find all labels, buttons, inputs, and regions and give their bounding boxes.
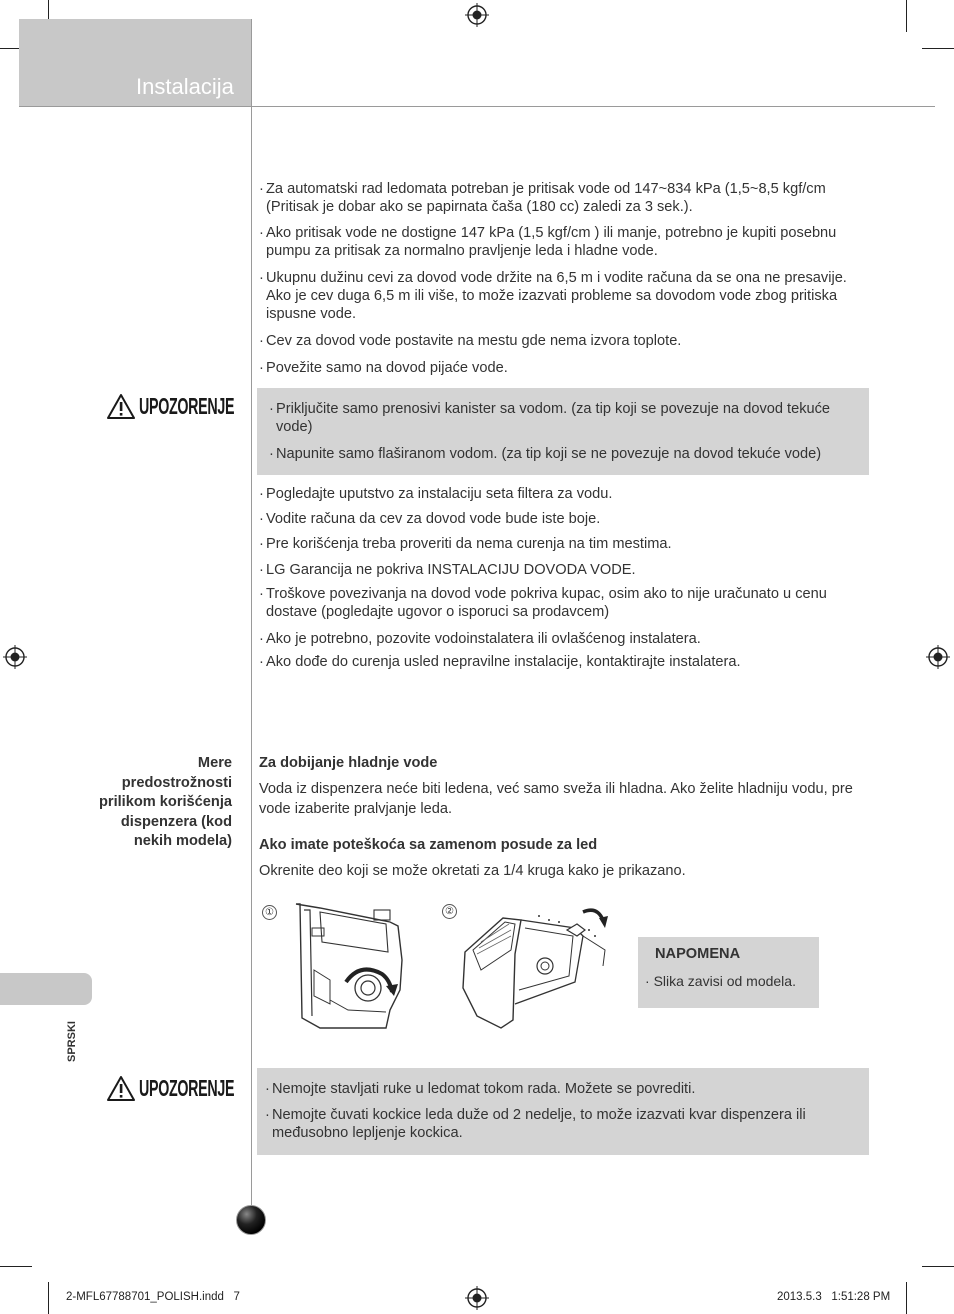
figure-number: ② <box>442 904 457 919</box>
list-item: · Cev za dovod vode postavite na mestu gde nema izvora toplote. <box>259 333 682 349</box>
side-language-label: SPRSKI <box>66 1021 78 1062</box>
ice-bin-illustration-2 <box>455 900 610 1030</box>
list-item: · Ako je potrebno, pozovite vodoinstalatera ili ovlašćenog instalatera. <box>259 631 701 647</box>
list-item: · Pogledajte uputstvo za instalaciju seta filtera za vodu. <box>259 486 613 502</box>
footer-filename: 2-MFL67788701_POLISH.indd 7 <box>66 1291 240 1303</box>
list-item: · Za automatski rad ledomata potreban je pritisak vode od 147~834 kPa (1,5~8,5 kgf/cm (Pritisak je dobar ako se papirnata čaša (180 cc) zaledi za 3 sek.). <box>259 181 826 215</box>
page-dot-icon <box>235 1204 267 1236</box>
warning-label: UPOZORENJE <box>106 1073 234 1105</box>
registration-mark-icon <box>3 645 27 669</box>
list-item: · Troškove povezivanja na dovod vode pokriva kupac, osim ako to nije uračunato u cenu dostave (pogledajte ugovor o isporuci sa prodavcem) <box>259 586 827 620</box>
list-item: · Ukupnu dužinu cevi za dovod vode držite na 6,5 m i vodite računa da se ona ne presavije. Ako je cev duga 6,5 m ili više, to može izazvati probleme sa dovodom vode zbog pritiska ispusne vode. <box>259 270 847 322</box>
subheading-ice-bin: Ako imate poteškoća sa zamenom posude za led <box>259 837 598 853</box>
list-item: · Vodite računa da cev za dovod vode bude iste boje. <box>259 511 601 527</box>
note-text: · Slika zavisi od modela. <box>645 973 796 989</box>
warning-triangle-icon <box>106 393 136 420</box>
paragraph-cold-water: Voda iz dispenzera neće biti ledena, već samo sveža ili hladna. Ako želite hladniju vodu, pre vode izaberite pralvjanje leda. <box>259 781 853 817</box>
list-item: · Napunite samo flaširanom vodom. (za tip koji se ne povezuje na dovod tekuće vode) <box>269 446 822 462</box>
crop-mark-icon <box>0 1266 32 1267</box>
subheading-cold-water: Za dobijanje hladnje vode <box>259 755 438 771</box>
list-item: · LG Garancija ne pokriva INSTALACIJU DOVODA VODE. <box>259 562 636 578</box>
list-item: · Priključite samo prenosivi kanister sa vodom. (za tip koji se povezuje na dovod tekuće vode) <box>269 401 831 435</box>
crop-mark-icon <box>922 48 954 49</box>
page-title: Instalacija <box>136 74 234 99</box>
list-item: · Ako dođe do curenja usled nepravilne instalacije, kontaktirajte instalatera. <box>259 654 741 670</box>
list-item: · Nemojte stavljati ruke u ledomat tokom rada. Možete se povrediti. <box>265 1081 696 1097</box>
list-item: · Povežite samo na dovod pijaće vode. <box>259 360 508 376</box>
list-item: · Pre korišćenja treba proveriti da nema curenja na tim mestima. <box>259 536 672 552</box>
registration-mark-icon <box>465 3 489 27</box>
language-tab <box>0 973 92 1005</box>
section-heading: Mere predostrožnosti prilikom korišćenja dispenzera (kod nekih modela) <box>98 755 232 849</box>
warning-label: UPOZORENJE <box>106 391 234 423</box>
list-item: · Ako pritisak vode ne dostigne 147 kPa (1,5 kgf/cm ) ili manje, potrebno je kupiti posebnu pumpu za pritisak za normalno pravljenje leda i hladne vode. <box>259 225 837 259</box>
paragraph-ice-bin: Okrenite deo koji se može okretati za 1/4 kruga kako je prikazano. <box>259 863 686 879</box>
registration-mark-icon <box>926 645 950 669</box>
list-item: · Nemojte čuvati kockice leda duže od 2 nedelje, to može izazvati kvar dispenzera ili međusobno lepljenje kockica. <box>265 1107 806 1141</box>
registration-mark-icon <box>465 1286 489 1310</box>
crop-mark-icon <box>48 1282 49 1314</box>
crop-mark-icon <box>922 1266 954 1267</box>
crop-mark-icon <box>906 1282 907 1314</box>
footer-timestamp: 2013.5.3 1:51:28 PM <box>777 1291 891 1303</box>
warning-triangle-icon <box>106 1075 136 1102</box>
column-divider <box>251 19 252 1229</box>
figure-number: ① <box>262 905 277 920</box>
crop-mark-icon <box>906 0 907 32</box>
header-divider <box>19 106 935 107</box>
ice-bin-illustration-1 <box>290 900 420 1030</box>
note-title: NAPOMENA <box>655 946 741 962</box>
